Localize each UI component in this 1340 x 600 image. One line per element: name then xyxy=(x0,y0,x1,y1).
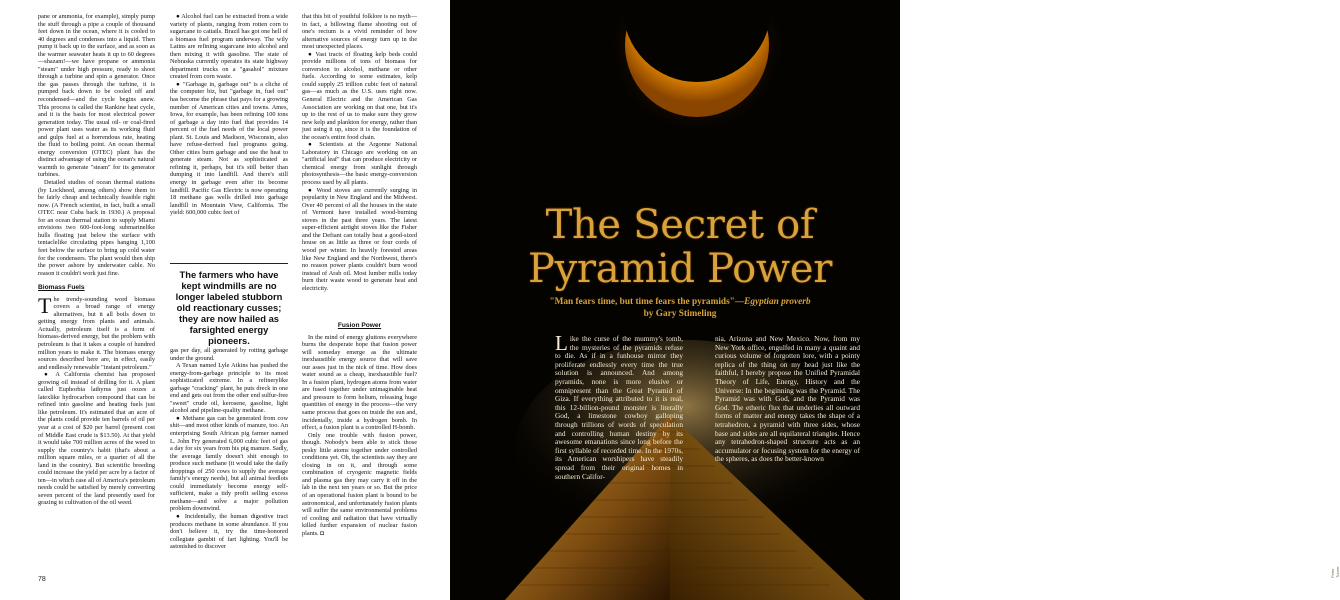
title-line-1: The Secret of xyxy=(545,202,815,248)
column-3 xyxy=(302,13,417,292)
paragraph: gas per day, all generated by rotting garbage under the ground. xyxy=(170,347,288,362)
paragraph: A Texan named Lyle Atkins has pushed the energy-from-garbage principle to its most sophisticated extreme. In a refinerylike garbage "cracking" plant, he puts dreck in one end and gets out from the other end sulfur-free "sweet" crude oil, kerosene, gasoline, light alcohol and pipeline-quality methane. xyxy=(170,362,288,415)
paragraph-text: he trendy-sounding word biomass covers a broad range of energy alternatives, but it all boils down to getting energy from plants and animals. Actually, petroleum itself is a form of biomass-derived energy, but the problem with petroleum is that it takes a couple of hundred million years to make it. The biomass energy sources described here are, in effect, easily and endlessly renewable "instant petroleum." xyxy=(38,295,155,371)
article-column-1 xyxy=(555,331,683,481)
paragraph: ● Scientists at the Argonne National Laboratory in Chicago are working on an "artificial leaf" that can produce electricity or chemical energy from sunlight through photosynthesis—the basic energy-conversion process used by all plants. xyxy=(302,141,417,187)
title-line-2: Pyramid Power xyxy=(527,246,833,292)
byline: by Gary Stimeling xyxy=(643,309,717,319)
paragraph xyxy=(38,292,155,371)
drop-cap: T xyxy=(38,292,52,318)
paragraph: ● Wood stoves are currently surging in popularity in New England and the Midwest. Over 40 percent of all the houses in the state of Vermont have installed wood-burning stoves in the past three years. The latest super-efficient airtight stoves like the Fisher and the Defiant can totally heat a good-sized house on as little as three or four cords of wood per winter. In heavily forested areas like New England and the Northwest, there's no reason power plants couldn't burn wood instead of Arab oil. Most lumber mills today burn their waste wood to generate heat and electricity. xyxy=(302,186,417,292)
paragraph: ● Methane gas can be generated from cow shit—and most other kinds of manure, too. An enterprising South African pig farmer named L. John Fry generated 6,000 cubic feet of gas a day for six years from his pig manure. Sadly, the average family doesn't shit enough to produce such methane (it would take the daily droppings of 250 cows to supply the average family's energy needs), but all animal feedlots could immediately become energy self-sufficient, make a tidy profit selling excess methane—and solve a major pollution problem downwind. xyxy=(170,414,288,513)
paragraph: Detailed studies of ocean thermal stations (by Lockheed, among others) show them to be fairly cheap and technically feasible right now. (A French scientist, in fact, built a small OTEC near Cuba back in 1930.) A proposal for an ocean thermal station to supply Miami envisions two 600-foot-long submarinelike hulls floating just below the surface with tentaclelike circulating pipes hanging 1,100 feet below the surface to bring up cold water for the condensers. The plant would then ship the power ashore by underwater cable. No reason it couldn't work just fine. xyxy=(38,179,155,277)
paragraph: ● A California chemist has proposed growing oil instead of drilling for it. A plant called Euphorbia lathyrus just oozes a latexlike hydrocarbon compound that can be refined into gasoline and heating fuels just like petroleum. It's estimated that an acre of the plants could provide ten barrels of oil per year at a cost of $20 per barrel (present cost of Middle East crude is $13.50). At that yield it would take 700 million acres of the weed to supply the country's habit (that's about a million square miles, or a quarter of all the land in the country). But scientific breeding could increase the yield per acre by a factor of ten—in which case all of America's petroleum needs could be satisfied by merely converting seven percent of the land presently used for grazing to cultivation of the oil weed. xyxy=(38,371,155,507)
section-heading-fusion: Fusion Power xyxy=(337,322,382,329)
photo-credit: Peter Turner xyxy=(1330,566,1340,578)
paragraph: that this bit of youthful folklore is no myth—in fact, a billowing flame shooting out of one's rectum is a vivid reminder of how alternative sources of energy turn up in the most unexpected places. xyxy=(302,13,417,51)
column-3-continued xyxy=(302,322,417,537)
pull-quote: The farmers who have kept windmills are no longer labeled stubborn old reactionary cusses; they are now hailed as farsighted energy pioneers. xyxy=(170,263,288,346)
paragraph: pane or ammonia, for example), simply pump the stuff through a pipe a couple of thousand feet down in the ocean, where it is cooled to 40 degrees and condenses into a liquid. Then pump it back up to the surface, and as soon as the warmer seawater heats it up to 60 degrees—shazam!—we have propane or ammonia "steam" under high pressure, ready to shoot through a turbine and spin a generator. Once the gas passes through the turbine, it is pumped back down to be cooled off and recondensed—and the cycle begins anew. This process is called the Rankine heat cycle, and it is the basis for most electrical power generation today. The usual oil- or coal-fired power plant uses water as its working fluid and gulps fuel at a horrendous rate, heating the fluid to boiling point. An ocean thermal energy conversion (OTEC) plant has the distinct advantage of using the ocean's natural warmth to generate "steam" for its generator turbines. xyxy=(38,13,155,179)
deck-quote: "Man fears time, but time fears the pyramids"— xyxy=(549,297,745,307)
article-column-2 xyxy=(715,335,860,464)
paragraph: Only one trouble with fusion power, though. Nobody's been able to stick those pesky little atoms together under controlled conditions yet. Oh, the scientists say they are closing in on it, and through some combination of cryogenic magnetic fields and plasma gas they may carry it off in the lab in the next ten years or so. But the price of an operational fusion plant is bound to be astronomical, and unfortunately fusion plants will suffer the same environmental problems of cooling and radiation that have virtually killed further expansion of nuclear fusion plants. ◘ xyxy=(302,431,417,537)
column-2 xyxy=(170,13,288,217)
column-1 xyxy=(38,13,155,507)
column-2-continued xyxy=(170,347,288,551)
article-text: ike the curse of the mummy's tomb, the mysteries of the pyramids refuse to die. As if in a funhouse mirror they proliferate endlessly every time the true solution is announced. And among pyramids, none is more elusive or omnipresent than the Great Pyramid of Giza. If everything attributed to it is real, this 12-billion-pound monster is literally God, a limestone cowboy galloping through trillions of words of speculation and controlling human destiny by its awesome emanations since long before the first syllable of recorded time. In the 1970s, its American worshipers have steadily spread from their original homes in southern Califor- xyxy=(555,334,683,481)
paragraph: ● Incidentally, the human digestive tract produces methane in some abundance. If you don't believe it, try the time-honored collegiate gambit of fart lighting. You'll be astonished to discover xyxy=(170,513,288,551)
paragraph: ● Vast tracts of floating kelp beds could provide millions of tons of biomass for conversion to alcohol, methane or other fuels. According to some estimates, kelp could supply 25 trillion cubic feet of natural gas—as much as the U.S. uses right now. General Electric and the American Gas Association are working on that one, but it's up to the rest of us to make sure they grow new kelp and plankton for energy, rather than just using it up, since it is the foundation of the ocean's entire food chain. xyxy=(302,50,417,141)
article-text: nia, Arizona and New Mexico. Now, from my New York office, engulfed in many a quaint and curious volume of forgotten lore, with a pointy replica of the thing on my head just like the faithful, I hereby propose the Unified Pyramidal Theory of Life, Energy, History and the Universe: In the beginning was the Pyramid. The Pyramid was with God, and the Pyramid was God. The etheric flux that underlies all outward forms of matter and energy takes the shape of a tetrahedron, a pyramid with three sides, whose base and sides are all equilateral triangles. Hence any tetrahedron-shaped structure acts as an accumulator or focusing system for the energy of the spheres, as does the better-known xyxy=(715,334,860,464)
paragraph: ● Alcohol fuel can be extracted from a wide variety of plants, ranging from rotten corn to sugarcane to cattails. Brazil has got one hell of a biomass fuel program underway. The wily Latins are refining sugarcane into alcohol and then mixing it with gasoline. The state of Nebraska currently operates its state highway department trucks on a "gasahol" mixture created from corn waste. xyxy=(170,13,288,81)
deck-source: Egyptian proverb xyxy=(744,297,811,307)
article-deck xyxy=(470,296,890,308)
left-page xyxy=(0,0,450,600)
eclipse-image xyxy=(450,0,900,210)
drop-cap: L xyxy=(555,331,568,355)
paragraph: In the mind of energy gluttons everywhere burns the desperate hope that fusion power will someday emerge as the ultimate inexhaustible energy source that will save our asses just in the nick of time. How does water sound as a cheap, inexhaustible fuel? In a fusion plant, hydrogen atoms from water are fused together under unimaginable heat and pressure to form helium, releasing huge quantities of energy in the process—the very same process that goes on inside the sun and, incidentally, inside a hydrogen bomb. In effect, a fusion plant is a controlled H-bomb. xyxy=(302,333,417,432)
section-heading-biomass: Biomass Fuels xyxy=(38,284,85,292)
page-number: 78 xyxy=(38,576,46,583)
article-title xyxy=(475,203,885,291)
paragraph: ● "Garbage in, garbage out" is a cliche of the computer biz, but "garbage in, fuel out" has become the phrase that pays for a growing number of American cities and towns. Ames, Iowa, for example, has been refining 100 tons of garbage a day into fuel that provides 14 percent of the fuel needs of the local power plant. St. Louis and Madison, Wisconsin, also have refuse-derived fuel programs going. Other cities burn garbage and use the heat to generate steam. Not as sophisticated as refining it, perhaps, but it's still better than dumping it into landfill. And there's still energy in garbage even after its become landfill. Pacific Gas Electric is now operating 18 methane gas wells drilled into garbage landfill in Mountain View, California. The yield: 600,000 cubic feet of xyxy=(170,80,288,217)
